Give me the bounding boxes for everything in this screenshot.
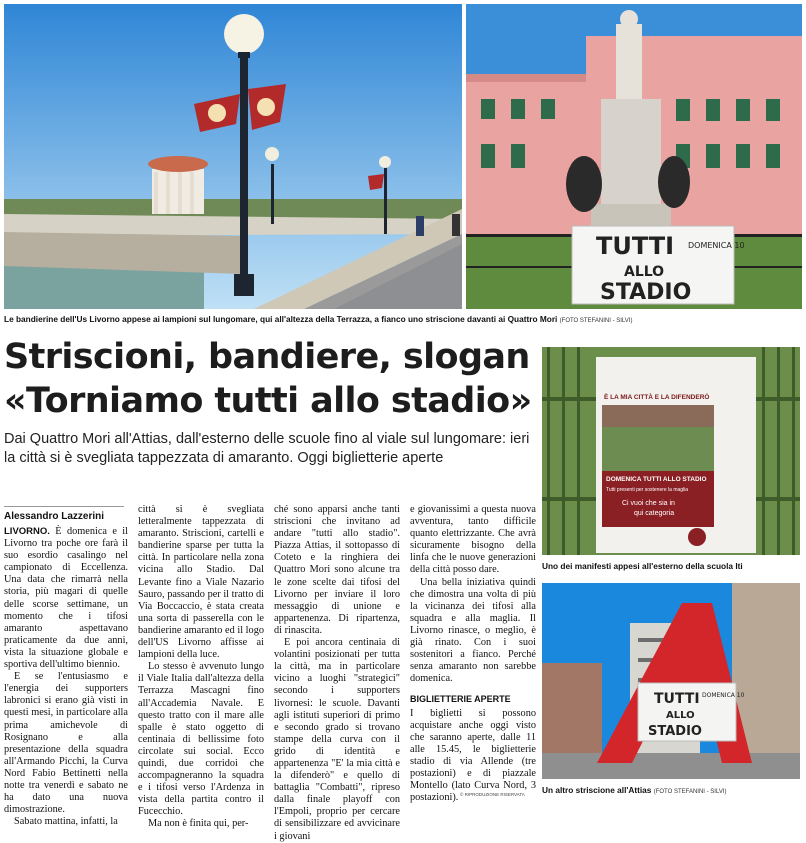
poster-line3: Ci vuoi che sia in [622,500,675,507]
article-column-4 [410,504,536,804]
paragraph: e giovanissimi a questa nuova avventura, tanto difficile quanto elettrizzante. Che avrà sicuramente bisogno della linfa che le nuove generazioni della città posso dare. [410,504,536,576]
article-column-3 [274,504,400,843]
rights-notice: © RIPRODUZIONE RISERVATA [460,792,525,797]
banner-side: DOMENICA 10 [688,241,745,250]
paragraph: Una bella iniziativa quindi che dimostra una volta di più la vicinanza dei tifosi alla squadra e alla maglia. Il Livorno rinasce, o meglio, è già rinato. Con i suoi sostenitori a fianco. Perché senza amaranto non sarebbe domenica. [410,576,536,685]
photo-quattro-mori-banner [466,4,802,309]
paragraph: E se l'entusiasmo e l'energia dei supporters labronici si erano già visti in questi mesi, in particolare alla prima amichevole di Rosignano e alla presentazione della squadra all'Armando Picchi, la Curva Nord Fabio Bettinetti nella notte tra venerdì e sabato ne ha dato una nuova dimostrazione. [4,671,128,816]
sculpture-banner-line2: ALLO [666,710,695,721]
subheadline: Dai Quattro Mori all'Attias, dall'esterno delle scuole fino al viale sul lungomare: ieri la città si è svegliata tappezzata di amaranto. Oggi biglietterie aperte [4,431,530,466]
poster-line1: DOMENICA TUTTI ALLO STADIO [606,476,707,483]
paragraph: E poi ancora centinaia di volantini posizionati per tutta la città, ma in particolare vicino a luoghi "strategici" secondo i supporters livornesi: le scuole. Davanti agli istituti superiori di primo e secondo grado si trovano stampe della curva con il grido di identità e appartenenza "E' la mia città e la difenderò" e quello di battaglia "Combatti", ripreso dalla finale playoff con l'Empoli, proprio per cercare di sensibilizzare ed avvicinare i giovani [274,637,400,842]
headline [4,335,534,423]
sculpture-banner-line1: TUTTI [654,691,700,707]
banner-line3: STADIO [600,280,692,305]
paragraph: città si è svegliata letteralmente tappezzata di amaranto. Striscioni, cartelli e bandierine sparse per tutta la città. In particolare nella zona vicina allo Stadio. Dal Levante fino a Viale Nazario Sauro, passando per il tratto di Via Boccaccio, è stata creata una sorta di passerella con le bandierine amaranto ed il logo dell'US Livorno affisse ai lampioni della luce. [138,504,264,661]
byline: Alessandro Lazzerini [4,506,124,522]
paragraph: Ma non è finita qui, per- [148,818,249,830]
headline-line2: «Torniamo tutti allo stadio» [4,381,532,421]
photo-school-poster [542,347,800,555]
banner-line2: ALLO [624,264,665,280]
headline-line1: Striscioni, bandiere, slogan [4,337,530,377]
sculpture-banner-line3: STADIO [648,724,702,739]
poster-line2: Tutti presenti per sostenere la maglia [606,487,689,493]
paragraph: Sabato mattina, infatti, la [14,816,118,828]
sculpture-banner-side: DOMENICA 10 [702,692,745,699]
article-column-2 [138,504,264,831]
paragraph: Lo stesso è avvenuto lungo il Viale Italia dall'altezza della Terrazza Mascagni fino all'Accademia Navale. E questo tratto con il mare alle spalle è stato oggetto di centinaia di bellissime foto circolate sui social. Ecco quindi, due corridoi che accompagneranno la squadra e i tifosi verso l'Ardenza in vista della partita contro il Fucecchio. [138,661,264,818]
caption-bottom: Un altro striscione all'Attias (FOTO STEFANINI - SILVI) [542,785,727,795]
caption-poster: Uno dei manifesti appesi all'esterno della scuola Iti [542,561,743,571]
caption-top: Le bandierine dell'Us Livorno appese ai lampioni sul lungomare, qui all'altezza della Terrazza, a fianco uno striscione davanti ai Quattro Mori (FOTO STEFANINI - SILVI) [4,314,633,324]
section-heading: BIGLIETTERIE APERTE [410,694,511,705]
photo-promenade-flags [4,4,462,309]
poster-line4: qui categoria [634,510,675,517]
photo-attias-sculpture [542,583,800,779]
banner-line1: TUTTI [596,232,675,260]
article-column-1 [4,526,128,828]
poster-title: È LA MIA CITTÀ E LA DIFENDERÒ [604,394,710,401]
paragraph: LIVORNO. È domenica e il Livorno tra poche ore farà il suo esordio casalingo nel campionato di Eccellenza. Una data che rimarrà nella storia, più magari di quelle delle scorse settimane, un momento che i tifosi amaranto aspettavano praticamente da due anni, vista la situazione globale e sportiva dell'ultimo biennio. [4,526,128,671]
paragraph: I biglietti si possono acquistare anche oggi visto che saranno aperte, dalle 11 alle 15.45, le biglietterie stadio di via Allende (tre postazioni) e di piazzale Montello (lato Curva Nord, 3 postazioni). [410,707,536,804]
paragraph: ché sono apparsi anche tanti striscioni che invitano ad andare "tutti allo stadio". Piazza Attias, il sottopasso di Coteto e la ringhiera dei Quattro Mori sono alcune tra le zone scelte dai tifosi del Livorno per inviare il loro messaggio di unione e appartenenza. Di ripartenza, di rinascita. [274,504,400,636]
